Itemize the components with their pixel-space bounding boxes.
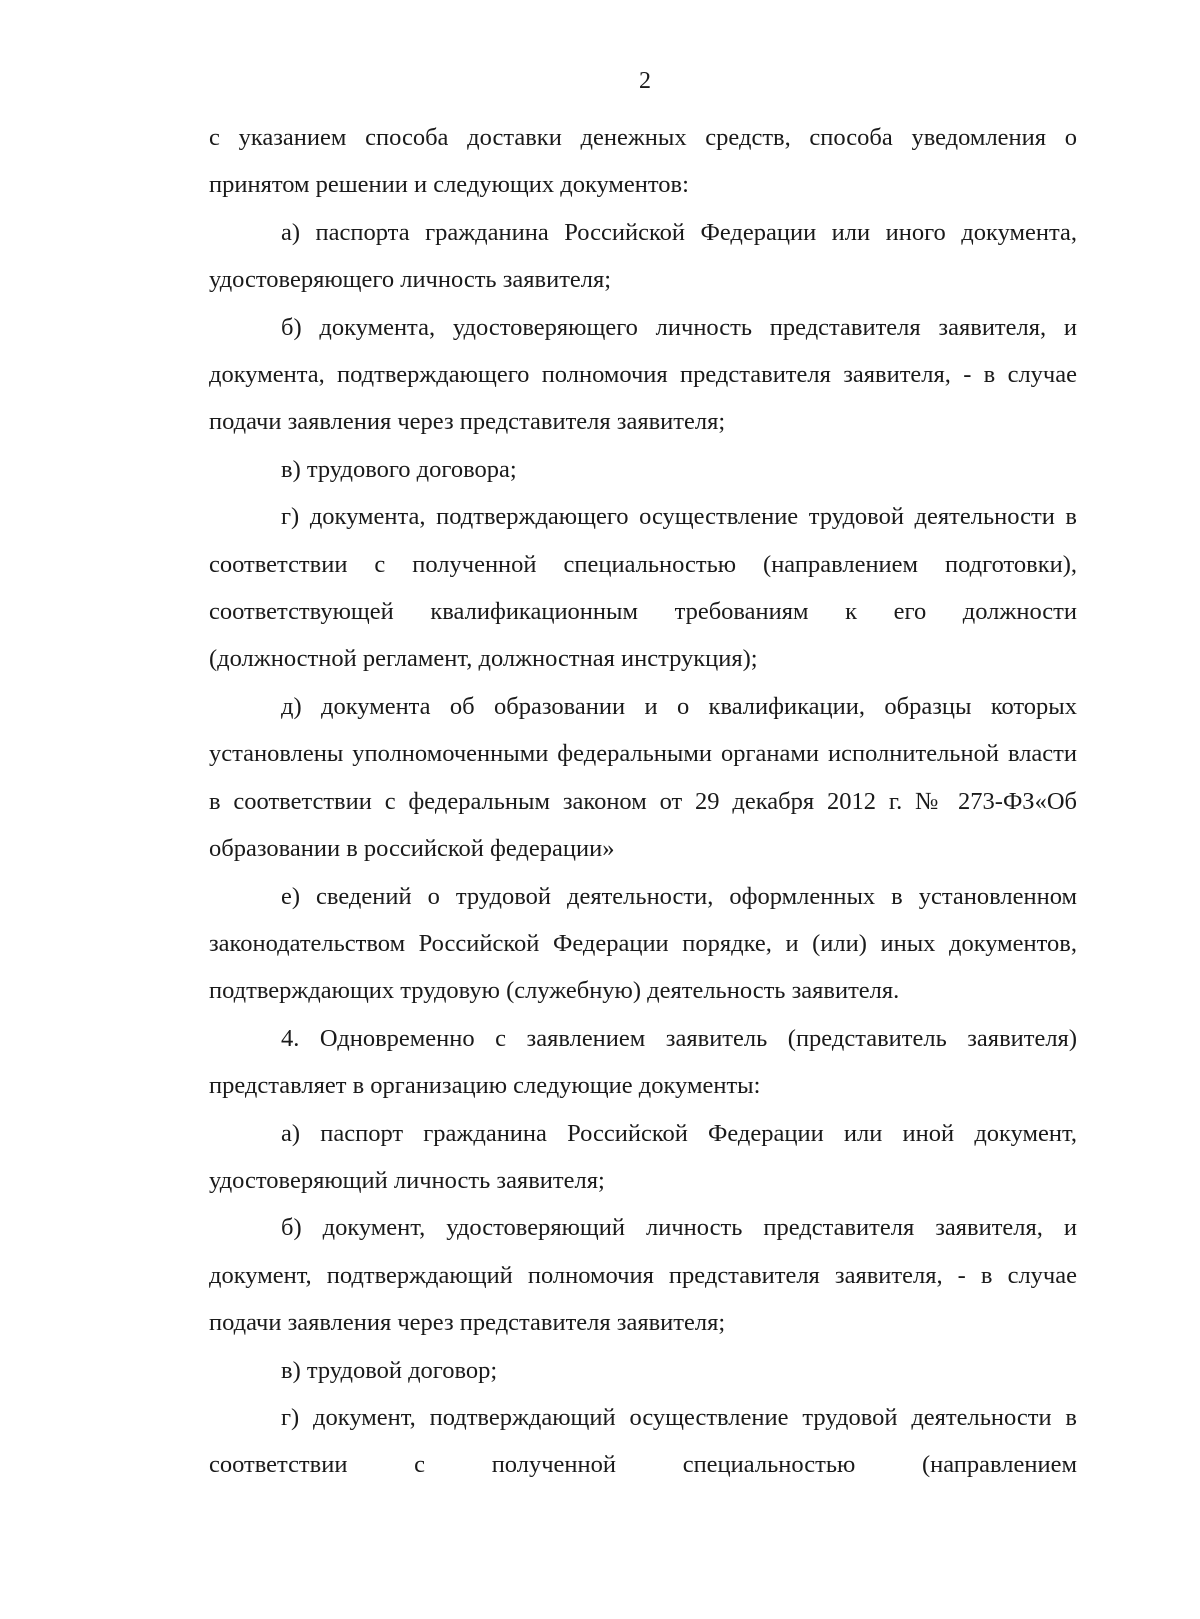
- list-item-a-passport-2: а) паспорт гражданина Российской Федерации или иной документ, удостоверяющий личность заявителя;: [209, 1119, 1077, 1194]
- page-number: 2: [639, 68, 651, 94]
- list-item-b-representative: б) документа, удостоверяющего личность представителя заявителя, и документа, подтверждающего полномочия представителя заявителя, - в случае подачи заявления через представителя заявителя;: [209, 313, 1077, 436]
- list-item-b-representative-2: б) документ, удостоверяющий личность представителя заявителя, и документ, подтверждающий полномочия представителя заявителя, - в случае подачи заявления через представителя заявителя;: [209, 1214, 1077, 1337]
- paragraph-intro-continuation: с указанием способа доставки денежных средств, способа уведомления о принятом решении и следующих документов:: [209, 124, 1077, 199]
- list-item-v-labor-contract: в) трудового договора;: [281, 455, 517, 483]
- list-item-g-labor-activity-2: г) документ, подтверждающий осуществление трудовой деятельности в соответствии с полученной специальностью (направлением: [209, 1403, 1077, 1479]
- list-item-a-passport: а) паспорта гражданина Российской Федерации или иного документа, удостоверяющего личность заявителя;: [209, 218, 1077, 294]
- list-item-g-labor-activity: г) документа, подтверждающего осуществление трудовой деятельности в соответствии с полученной специальностью (направлением подготовки), соответствующей квалификационным требованиям к его должности (должностной регламент, должностная инструкция);: [209, 503, 1077, 673]
- document-body: [209, 114, 1077, 1489]
- list-item-e-employment-info: е) сведений о трудовой деятельности, оформленных в установленном законодательством Российской Федерации порядке, и (или) иных документов, подтверждающих трудовую (служебную) деятельность заявителя.: [209, 882, 1077, 1005]
- list-item-d-education: д) документа об образовании и о квалификации, образцы которых установлены уполномоченными федеральными органами исполнительной власти в соответствии с федеральным законом от 29 декабря 2012 г. № 273-ФЗ«Об образовании в российской федерации»: [209, 692, 1077, 863]
- list-item-v-labor-contract-2: в) трудовой договор;: [281, 1356, 498, 1384]
- paragraph-section-4: 4. Одновременно с заявлением заявитель (представитель заявителя) представляет в организацию следующие документы:: [209, 1024, 1077, 1100]
